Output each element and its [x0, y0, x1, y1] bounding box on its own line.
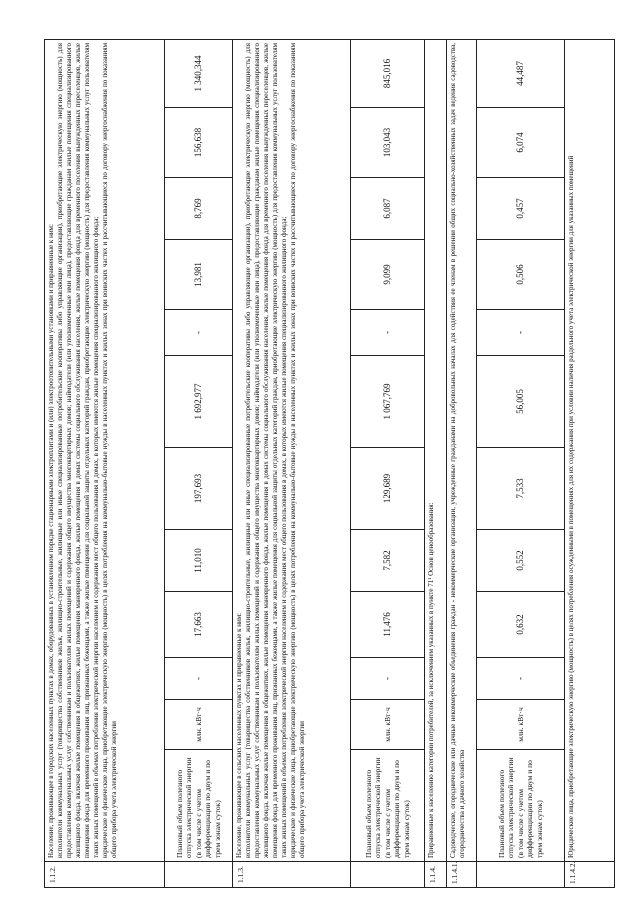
table-row — [565, 39, 615, 887]
value-cell: 44,487 — [477, 39, 565, 107]
rotated-page — [44, 40, 614, 888]
description-paragraph: исполнители коммунальных услуг (товарищества собственников жилья, жилищно-строительные, жилищные или иные специализированные потребительские кооперативы либо управляющие организации), приобретающие электрическую энергию (мощность) для предоставления коммунальных услуг собственникам и пользователям жилых помещений и содержания общего имущества многоквартирных домов; наймодатели (или уполномоченные ими лица), предоставляющие гражданам жилые помещения специализированного жилищного фонда, включая жилые помещения в общежитиях, жилые помещения маневренного фонда, жилые помещения в домах системы социального обслуживания населения, жилые помещения фонда для временного поселения вынужденных переселенцев, жилые помещения фонда для временного проживания лиц, признанных беженцами, а также жилые помещения для социальной защиты отдельных категорий граждан, приобретающие электрическую энергию (мощность) для предоставления коммунальных услуг пользователям таких жилых помещений в объемах потребления электрической энергии населением и содержания мест общего пользования в домах, в которых имеются жилые помещения специализированного жилищного фонда; — [56, 42, 100, 858]
value-cell: 1 692,977 — [165, 356, 233, 448]
row-description: Приравненные к населению категории потребителей, за исключением указанных в пункте 71¹ Основ ценообразования: — [425, 39, 447, 861]
value-cell: 0,457 — [477, 178, 565, 240]
value-cell: 7,582 — [351, 530, 425, 592]
row-code: 1.1.4. — [425, 862, 447, 888]
table-row — [447, 39, 477, 887]
value-cell: 11,476 — [351, 592, 425, 658]
description-paragraph: юридические и физические лица, приобретающие электрическую энергию (мощность) в целях потребления на коммунально-бытовые нужды в населенных пунктах и жилых зонах при воинских частях и рассчитывающиеся по договору энергоснабжения по показаниям общего прибора учета электрической энергии — [101, 42, 118, 858]
row-description — [45, 39, 165, 861]
value-cell: 129,689 — [351, 448, 425, 530]
row-code: 1.1.4.1. — [447, 862, 477, 888]
value-cell: 103,043 — [351, 108, 425, 178]
value-cell: - — [165, 310, 233, 356]
row-description: Юридические лица, приобретающие электрическую энергию (мощность) в целях потребления осужденными в помещениях для их содержания при условии наличия раздельного учета электрической энергии для указанных помещений — [565, 39, 615, 861]
unit-cell: млн. кВт·ч — [477, 700, 565, 750]
unit-cell: млн. кВт·ч — [165, 700, 233, 750]
description-paragraph: исполнители коммунальных услуг (товарищества собственников жилья, жилищно-строительные, жилищные или иные специализированные потребительские кооперативы либо управляющие организации), приобретающие электрическую энергию (мощность) для предоставления коммунальных услуг собственникам и пользователям жилых помещений и содержания общего имущества многоквартирных домов; наймодатели (или уполномоченные ими лица), предоставляющие гражданам жилые помещения специализированного жилищного фонда, включая жилые помещения в общежитиях, жилые помещения маневренного фонда, жилые помещения в домах системы социального обслуживания населения, жилые помещения фонда для временного поселения вынужденных переселенцев, жилые помещения фонда для временного проживания лиц, признанных беженцами, а также жилые помещения для социальной защиты отдельных категорий граждан, приобретающие электрическую энергию (мощность) для предоставления коммунальных услуг пользователям таких жилых помещений в объемах потребления электрической энергии населением и содержания мест общего пользования в домах, в которых имеются жилые помещения специализированного жилищного фонда; — [244, 42, 288, 858]
value-cell: 0,632 — [477, 592, 565, 658]
description-paragraph: юридические и физические лица, приобретающие электрическую энергию (мощность) в целях потребления на коммунально-бытовые нужды в населенных пунктах и жилых зонах при воинских частях и рассчитывающиеся по договору энергоснабжения по показаниям общего прибора учета электрической энергии — [289, 42, 306, 858]
value-cell: - — [165, 658, 233, 700]
value-cell: 7,533 — [477, 448, 565, 530]
row-label: Плановый объем полезного отпуска электрической энергии (в том числе с учетом дифференциации по двум и по трем зонам суток) — [165, 750, 233, 862]
value-cell: - — [351, 310, 425, 356]
value-cell: 845,016 — [351, 39, 425, 107]
value-cell: 6,087 — [351, 178, 425, 240]
value-cell: 197,693 — [165, 448, 233, 530]
row-description — [233, 39, 351, 861]
value-cell: 156,638 — [165, 108, 233, 178]
row-label: Плановый объем полезного отпуска электрической энергии (в том числе с учетом дифференциации по двум и по трем зонам суток) — [477, 750, 565, 862]
value-cell: 0,506 — [477, 240, 565, 310]
description-paragraph: Население, проживающее в городских населенных пунктах в домах, оборудованных в установленном порядке стационарными электроплитами и (или) электроотопительными установками и приравненные к ним: — [47, 224, 55, 858]
value-cell: - — [477, 310, 565, 356]
value-cell: 6,074 — [477, 108, 565, 178]
value-cell: - — [477, 658, 565, 700]
value-cell: 1 340,344 — [165, 39, 233, 107]
tariff-table — [44, 39, 615, 888]
row-description: Садоводческие, огороднические или дачные некоммерческие объединения граждан - некоммерческие организации, учрежденные гражданами на добровольных началах для содействия ее членам в решении общих социально-хозяйственных задач ведения садоводства, огородничества и дачного хозяйства — [447, 39, 477, 861]
table-row — [165, 39, 233, 887]
table-row — [233, 39, 351, 887]
table-row — [351, 39, 425, 887]
row-code: 1.1.4.2. — [565, 862, 615, 888]
value-cell: 1 067,769 — [351, 356, 425, 448]
value-cell: 56,005 — [477, 356, 565, 448]
value-cell: 9,099 — [351, 240, 425, 310]
value-cell: - — [351, 658, 425, 700]
value-cell: 0,552 — [477, 530, 565, 592]
value-cell: 11,010 — [165, 530, 233, 592]
value-cell: 8,769 — [165, 178, 233, 240]
row-code: 1.1.2. — [45, 862, 165, 888]
row-label: Плановый объем полезного отпуска электрической энергии (в том числе с учетом дифференциации по двум и по трем зонам суток) — [351, 750, 425, 862]
table-row — [45, 39, 165, 887]
value-cell: 13,981 — [165, 240, 233, 310]
unit-cell: млн. кВт·ч — [351, 700, 425, 750]
row-code: 1.1.3. — [233, 862, 351, 888]
table-row — [477, 39, 565, 887]
value-cell: 17,663 — [165, 592, 233, 658]
table-row — [425, 39, 447, 887]
description-paragraph: Население, проживающее в сельских населенных пунктах и приравненные к ним: — [235, 612, 243, 858]
